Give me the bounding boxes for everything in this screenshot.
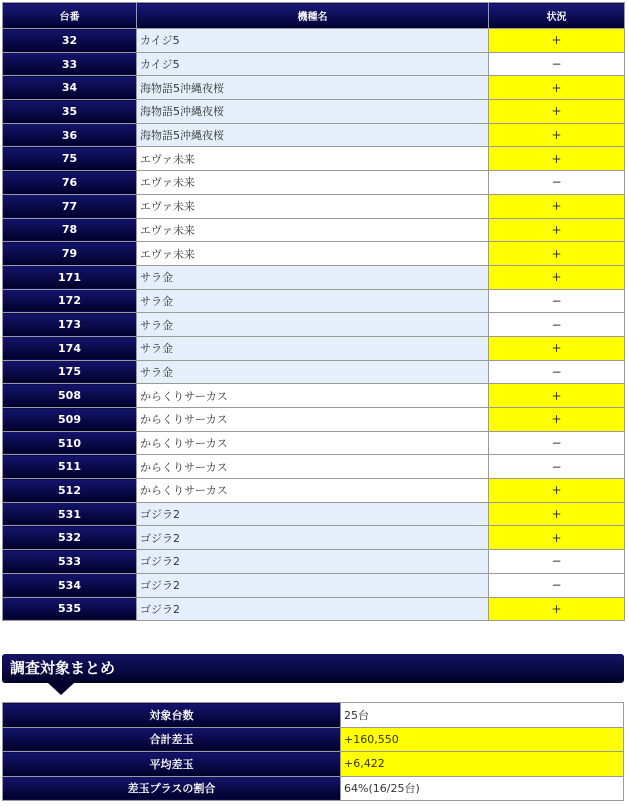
table-row — [3, 265, 625, 289]
machine-number: 531 — [3, 502, 137, 526]
summary-row — [3, 752, 624, 777]
machine-number: 534 — [3, 573, 137, 597]
machine-number: 34 — [3, 76, 137, 100]
table-row — [3, 597, 625, 621]
machine-table — [2, 2, 625, 621]
machine-name: エヴァ未来 — [137, 171, 489, 195]
table-row — [3, 194, 625, 218]
machine-name: からくりサーカス — [137, 479, 489, 503]
machine-number: 174 — [3, 336, 137, 360]
machine-status: + — [489, 526, 625, 550]
table-row — [3, 52, 625, 76]
summary-label: 合計差玉 — [3, 727, 341, 752]
machine-status: + — [489, 242, 625, 266]
machine-name: エヴァ未来 — [137, 242, 489, 266]
machine-status: + — [489, 29, 625, 53]
table-row — [3, 100, 625, 124]
table-row — [3, 76, 625, 100]
machine-number: 36 — [3, 123, 137, 147]
machine-number: 75 — [3, 147, 137, 171]
machine-status: + — [489, 76, 625, 100]
table-row — [3, 455, 625, 479]
machine-number: 510 — [3, 431, 137, 455]
machine-number: 32 — [3, 29, 137, 53]
machine-status: + — [489, 194, 625, 218]
machine-status: − — [489, 289, 625, 313]
machine-number: 76 — [3, 171, 137, 195]
machine-name: サラ金 — [137, 360, 489, 384]
machine-status: − — [489, 431, 625, 455]
machine-status: + — [489, 597, 625, 621]
summary-label: 対象台数 — [3, 703, 341, 728]
machine-number: 33 — [3, 52, 137, 76]
table-row — [3, 313, 625, 337]
machine-number: 512 — [3, 479, 137, 503]
machine-status: + — [489, 502, 625, 526]
machine-name: カイジ5 — [137, 29, 489, 53]
machine-name: カイジ5 — [137, 52, 489, 76]
machine-name: からくりサーカス — [137, 455, 489, 479]
machine-name: ゴジラ2 — [137, 526, 489, 550]
table-row — [3, 336, 625, 360]
summary-label: 平均差玉 — [3, 752, 341, 777]
summary-value: 64%(16/25台) — [341, 776, 624, 801]
machine-name: サラ金 — [137, 336, 489, 360]
summary-arrow-icon — [48, 683, 74, 695]
machine-status: − — [489, 52, 625, 76]
table-row — [3, 218, 625, 242]
machine-number: 511 — [3, 455, 137, 479]
machine-status: + — [489, 479, 625, 503]
machine-name: エヴァ未来 — [137, 194, 489, 218]
machine-number: 171 — [3, 265, 137, 289]
machine-name: サラ金 — [137, 289, 489, 313]
machine-status: + — [489, 408, 625, 432]
table-row — [3, 123, 625, 147]
machine-name: 海物語5沖縄夜桜 — [137, 76, 489, 100]
machine-name: からくりサーカス — [137, 384, 489, 408]
machine-name: エヴァ未来 — [137, 218, 489, 242]
machine-status: − — [489, 573, 625, 597]
machine-name: 海物語5沖縄夜桜 — [137, 123, 489, 147]
machine-status: − — [489, 360, 625, 384]
table-row — [3, 479, 625, 503]
machine-number: 175 — [3, 360, 137, 384]
machine-status: − — [489, 313, 625, 337]
machine-number: 173 — [3, 313, 137, 337]
table-row — [3, 147, 625, 171]
machine-status: − — [489, 550, 625, 574]
summary-value: +160,550 — [341, 727, 624, 752]
table-row — [3, 502, 625, 526]
machine-status: − — [489, 455, 625, 479]
machine-number: 533 — [3, 550, 137, 574]
machine-name: ゴジラ2 — [137, 597, 489, 621]
machine-number: 78 — [3, 218, 137, 242]
table-row — [3, 550, 625, 574]
machine-name: ゴジラ2 — [137, 550, 489, 574]
machine-status: + — [489, 336, 625, 360]
summary-label: 差玉プラスの割合 — [3, 776, 341, 801]
summary-row — [3, 703, 624, 728]
machine-name: 海物語5沖縄夜桜 — [137, 100, 489, 124]
machine-name: ゴジラ2 — [137, 573, 489, 597]
machine-number: 172 — [3, 289, 137, 313]
table-row — [3, 242, 625, 266]
header-name: 機種名 — [137, 3, 489, 29]
machine-status: + — [489, 123, 625, 147]
summary-row — [3, 727, 624, 752]
header-id: 台番 — [3, 3, 137, 29]
summary-body — [3, 703, 624, 801]
machine-number: 508 — [3, 384, 137, 408]
summary-value: +6,422 — [341, 752, 624, 777]
machine-status: + — [489, 218, 625, 242]
machine-number: 535 — [3, 597, 137, 621]
machine-name: サラ金 — [137, 265, 489, 289]
table-row — [3, 573, 625, 597]
machine-name: ゴジラ2 — [137, 502, 489, 526]
table-row — [3, 29, 625, 53]
header-status: 状況 — [489, 3, 625, 29]
machine-status: − — [489, 171, 625, 195]
machine-status: + — [489, 100, 625, 124]
table-row — [3, 384, 625, 408]
machine-name: からくりサーカス — [137, 408, 489, 432]
table-row — [3, 431, 625, 455]
table-row — [3, 171, 625, 195]
table-row — [3, 289, 625, 313]
machine-number: 77 — [3, 194, 137, 218]
table-row — [3, 408, 625, 432]
table-body — [3, 29, 625, 621]
machine-status: + — [489, 147, 625, 171]
machine-name: サラ金 — [137, 313, 489, 337]
table-row — [3, 526, 625, 550]
table-header-row — [3, 3, 625, 29]
machine-number: 509 — [3, 408, 137, 432]
machine-status: + — [489, 384, 625, 408]
summary-table — [2, 702, 624, 801]
table-row — [3, 360, 625, 384]
machine-name: エヴァ未来 — [137, 147, 489, 171]
machine-number: 79 — [3, 242, 137, 266]
machine-name: からくりサーカス — [137, 431, 489, 455]
summary-row — [3, 776, 624, 801]
summary-value: 25台 — [341, 703, 624, 728]
summary-title: 調査対象まとめ — [2, 654, 624, 683]
machine-status: + — [489, 265, 625, 289]
machine-number: 35 — [3, 100, 137, 124]
machine-number: 532 — [3, 526, 137, 550]
